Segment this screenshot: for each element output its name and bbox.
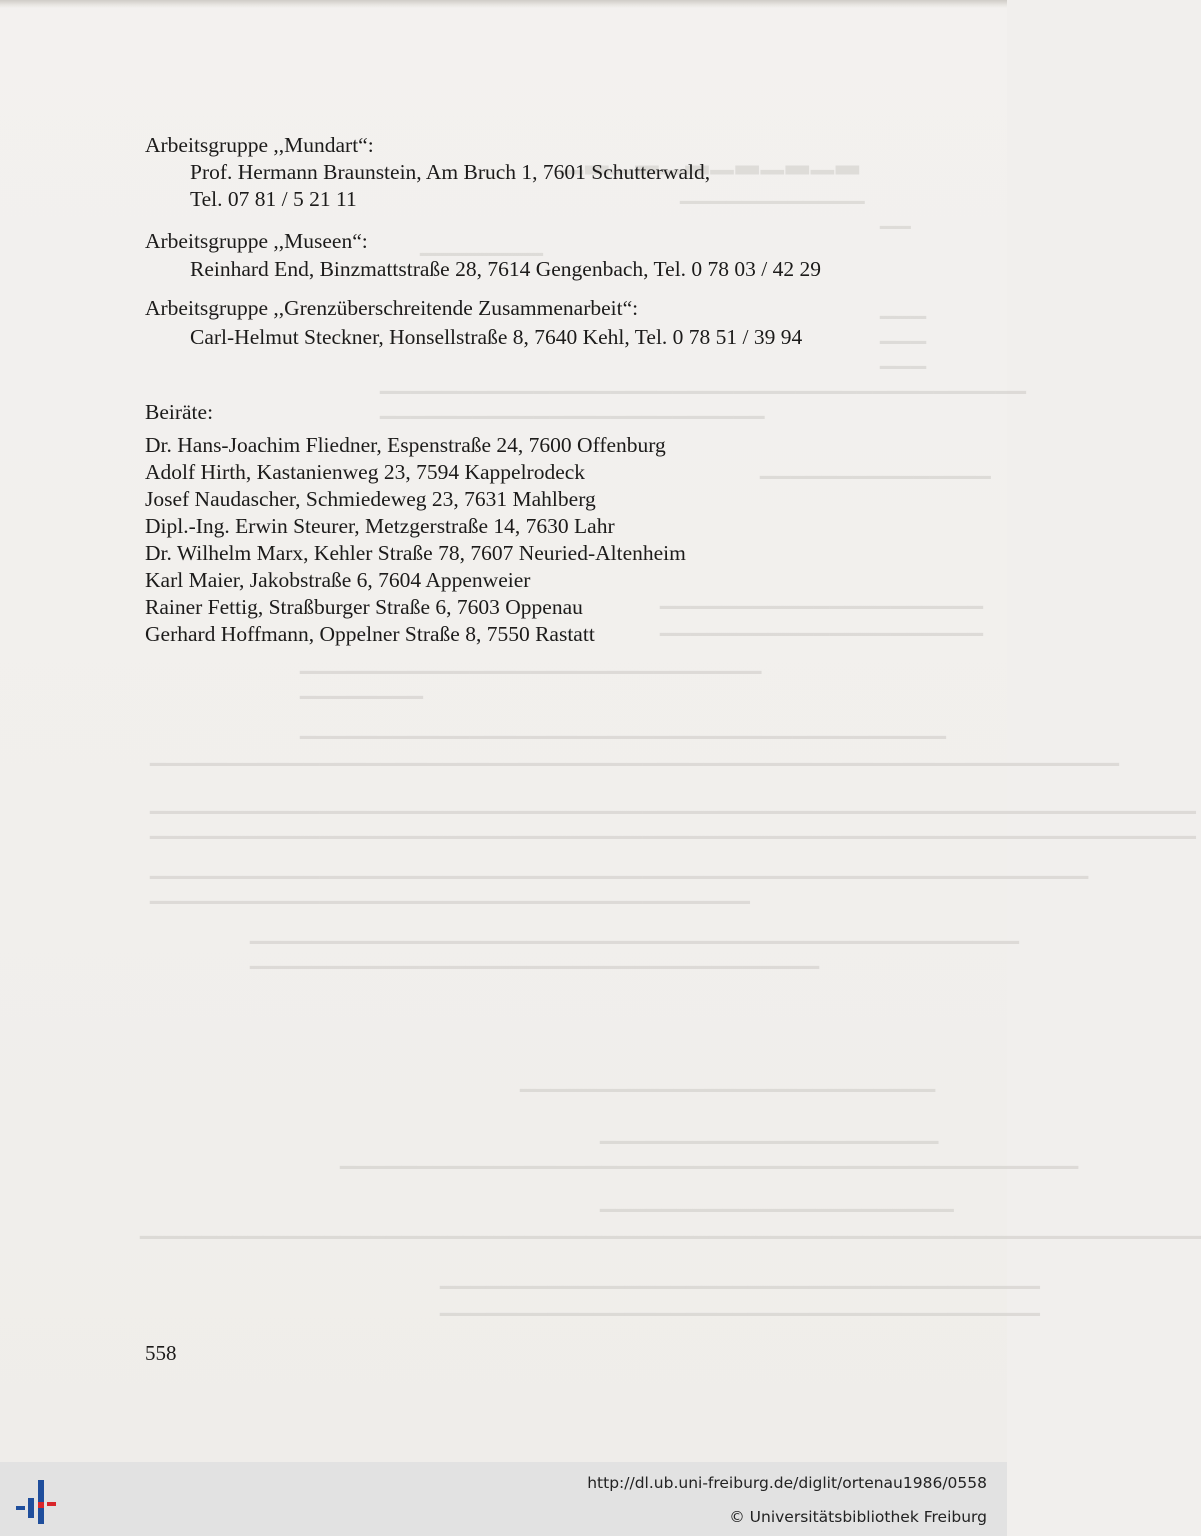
contact-line: Tel. 07 81 / 5 21 11 [190, 187, 357, 211]
list-item: Karl Maier, Jakobstraße 6, 7604 Appenweier [145, 568, 531, 592]
page-top-edge [0, 0, 1007, 8]
list-item: Dr. Hans-Joachim Fliedner, Espenstraße 24, 7600 Offenburg [145, 433, 666, 457]
list-item: Josef Naudascher, Schmiedeweg 23, 7631 Mahlberg [145, 487, 596, 511]
viewer-footer [0, 1462, 1007, 1536]
section-heading-mundart: Arbeitsgruppe ,,Mundart“: [145, 133, 374, 157]
contact-line: Reinhard End, Binzmattstraße 28, 7614 Gengenbach, Tel. 0 78 03 / 42 29 [190, 257, 822, 281]
page-number: 558 [145, 1341, 177, 1365]
list-item: Rainer Fettig, Straßburger Straße 6, 7603 Oppenau [145, 595, 583, 619]
library-logo-icon [14, 1474, 66, 1526]
section-heading-museen: Arbeitsgruppe ,,Museen“: [145, 229, 368, 253]
section-heading-grenz: Arbeitsgruppe ,,Grenzüberschreitende Zusammenarbeit“: [145, 296, 639, 320]
list-item: Dr. Wilhelm Marx, Kehler Straße 78, 7607 Neuried-Altenheim [145, 541, 686, 565]
copyright-text: © Universitätsbibliothek Freiburg [729, 1508, 987, 1526]
source-url-link[interactable]: http://dl.ub.uni-freiburg.de/diglit/ortenau1986/0558 [587, 1474, 987, 1492]
list-item: Gerhard Hoffmann, Oppelner Straße 8, 7550 Rastatt [145, 622, 595, 646]
list-item: Adolf Hirth, Kastanienweg 23, 7594 Kappelrodeck [145, 460, 586, 484]
beiraete-heading: Beiräte: [145, 400, 214, 424]
list-item: Dipl.-Ing. Erwin Steurer, Metzgerstraße 14, 7630 Lahr [145, 514, 615, 538]
contact-line: Prof. Hermann Braunstein, Am Bruch 1, 7601 Schutterwald, [190, 160, 711, 184]
contact-line: Carl-Helmut Steckner, Honsellstraße 8, 7640 Kehl, Tel. 0 78 51 / 39 94 [190, 325, 803, 349]
scanned-page: ▁▂▁▂▁▂▁▂▁▂▁▂ ▁▁▁▁▁▁▁▁▁▁▁▁ ▁▁ ▁▁▁▁▁▁▁▁ ▁▁▁ ▁▁▁ ▁▁▁ ▁▁▁▁▁▁▁▁▁▁▁▁▁▁▁▁▁▁▁▁▁▁▁▁▁▁▁▁▁▁▁▁▁▁▁▁▁▁▁▁▁▁ ▁▁▁▁▁▁▁▁▁▁▁▁▁▁▁▁▁▁▁▁▁▁▁▁▁ ▁▁▁▁▁▁▁▁▁▁▁▁▁▁▁ ▁▁▁▁▁▁▁▁▁▁▁▁▁▁▁▁▁▁▁▁▁ ▁▁▁▁▁▁▁▁▁▁▁▁▁▁▁▁▁▁▁▁▁ ▁▁▁▁▁▁▁▁▁▁▁▁▁▁▁▁▁▁▁▁▁▁▁▁▁▁▁▁▁▁ ▁▁▁▁▁▁▁▁ ▁▁▁▁▁▁▁▁▁▁▁▁▁▁▁▁▁▁▁▁▁▁▁▁▁▁▁▁▁▁▁▁▁▁▁▁▁▁▁▁▁▁ ▁▁▁▁▁▁▁▁▁▁▁▁▁▁▁▁▁▁▁▁▁▁▁▁▁▁▁▁▁▁▁▁▁▁▁▁▁▁▁▁▁▁▁▁▁▁▁▁▁▁▁▁▁▁▁▁▁▁▁▁▁▁▁ ▁▁▁▁▁▁▁▁▁▁▁▁▁▁▁▁▁▁▁▁▁▁▁▁▁▁▁▁▁▁▁▁▁▁▁▁▁▁▁▁▁▁▁▁▁▁▁▁▁▁▁▁▁▁▁▁▁▁▁▁▁▁▁▁▁▁▁▁ ▁▁▁▁▁▁▁▁▁▁▁▁▁▁▁▁▁▁▁▁▁▁▁▁▁▁▁▁▁▁▁▁▁▁▁▁▁▁▁▁▁▁▁▁▁▁▁▁▁▁▁▁▁▁▁▁▁▁▁▁▁▁▁▁▁▁▁▁ ▁▁▁▁▁▁▁▁▁▁▁▁▁▁▁▁▁▁▁▁▁▁▁▁▁▁▁▁▁▁▁▁▁▁▁▁▁▁▁▁▁▁▁▁▁▁▁▁▁▁▁▁▁▁▁▁▁▁▁▁▁ ▁▁▁▁▁▁▁▁▁▁▁▁▁▁▁▁▁▁▁▁▁▁▁▁▁▁▁▁▁▁▁▁▁▁▁▁▁▁▁ ▁▁▁▁▁▁▁▁▁▁▁▁▁▁▁▁▁▁▁▁▁▁▁▁▁▁▁▁▁▁▁▁▁▁▁▁▁▁▁▁▁▁▁▁▁▁▁▁▁▁ ▁▁▁▁▁▁▁▁▁▁▁▁▁▁▁▁▁▁▁▁▁▁▁▁▁▁▁▁▁▁▁▁▁▁▁▁▁ ▁▁▁▁▁▁▁▁▁▁▁▁▁▁▁▁▁▁▁▁▁▁▁▁▁▁▁ ▁▁▁▁▁▁▁▁▁▁▁▁▁▁▁▁▁▁▁▁▁▁ ▁▁▁▁▁▁▁▁▁▁▁▁▁▁▁▁▁▁▁▁▁▁▁▁▁▁▁▁▁▁▁▁▁▁▁▁▁▁▁▁▁▁▁▁▁▁▁▁ ▁▁▁▁▁▁▁▁▁▁▁▁▁▁▁▁▁▁▁▁▁▁▁ ▁▁▁▁▁▁▁▁▁▁▁▁▁▁▁▁▁▁▁▁▁▁▁▁▁▁▁▁▁▁▁▁▁▁▁▁▁▁▁▁▁▁▁▁▁▁▁▁▁▁▁▁▁▁▁▁▁▁▁▁▁▁▁▁▁▁▁▁▁ ▁▁▁▁▁▁▁▁▁▁▁▁▁▁▁▁▁▁▁▁▁▁▁▁▁▁▁▁▁▁▁▁▁▁▁▁▁▁▁ ▁▁▁▁▁▁▁▁▁▁▁▁▁▁▁▁▁▁▁▁▁▁▁▁▁▁▁▁▁▁▁▁▁▁▁▁▁▁▁ Arbeitsgruppe ,,Mundart“: Prof. Hermann Braunstein, Am Bruch 1, 7601 Schutterwald, Tel. 07 81 / 5 21 11 Arbeitsgruppe ,,Museen“: Reinhard End, Binzmattstraße 28, 7614 Gengenbach, Tel. 0 78 03 / 42 29 Arbeitsgruppe ,,Grenzüberschreitende Zusammenarbeit“: Carl-Helmut Steckner, Honsellstraße 8, 7640 Kehl, Tel. 0 78 51 / 39 94 Beiräte: Dr. Hans-Joachim Fliedner, Espenstraße 24, 7600 Offenburg Adolf Hirth, Kastanienweg 23, 7594 Kappelrodeck Josef Naudascher, Schmiedeweg 23, 7631 Mahlberg Dipl.-Ing. Erwin Steurer, Metzgerstraße 14, 7630 Lahr Dr. Wilhelm Marx, Kehler Straße 78, 7607 Neuried-Altenheim Karl Maier, Jakobstraße 6, 7604 Appenweier Rainer Fettig, Straßburger Straße 6, 7603 Oppenau Gerhard Hoffmann, Oppelner Straße 8, 7550 Rastatt 558 [0, 0, 1007, 1462]
